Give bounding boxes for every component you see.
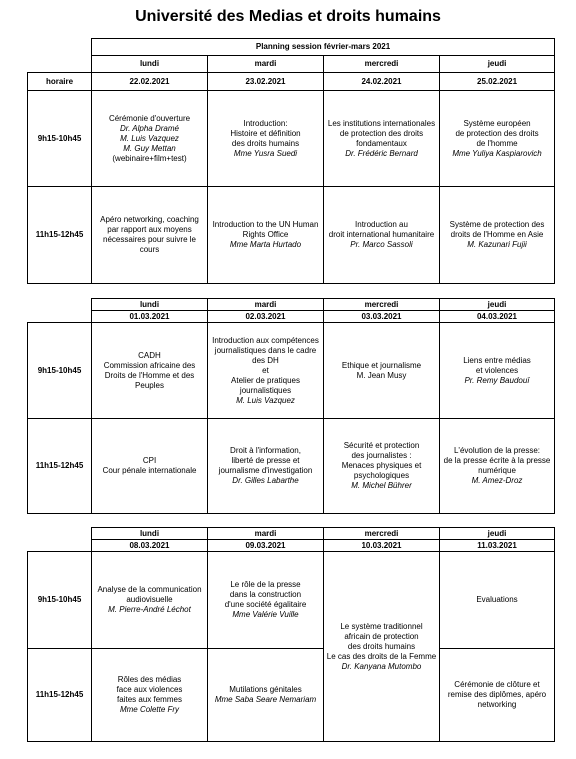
session-cell xyxy=(208,419,324,514)
time-slot: 9h15-10h45 xyxy=(28,552,92,649)
session-text: journalistiques xyxy=(239,385,292,395)
session-text: Système de protection des xyxy=(449,220,545,229)
session-text: audiovisuelle xyxy=(126,595,173,604)
date-header: 04.03.2021 xyxy=(440,311,555,323)
day-header: lundi xyxy=(92,299,208,311)
speaker-name: Pr. Marco Sassoli xyxy=(350,240,413,249)
page-title: Université des Medias et droits humains xyxy=(135,8,441,25)
time-slot: 11h15-12h45 xyxy=(28,419,92,514)
speaker-name: Pr. Remy Baudouï xyxy=(464,375,530,385)
date-header: 03.03.2021 xyxy=(324,311,440,323)
session-cell xyxy=(440,552,555,649)
speaker-name: Dr. Kanyana Mutombo xyxy=(341,661,422,671)
day-header: lundi xyxy=(92,56,208,73)
session-text: Commission africaine des xyxy=(103,360,196,370)
speaker-name: M. Amez-Droz xyxy=(471,476,523,485)
session-text: networking xyxy=(477,700,517,709)
day-header: mercredi xyxy=(324,528,440,540)
planning-subtitle: Planning session février-mars 2021 xyxy=(92,39,555,56)
session-cell xyxy=(208,323,324,419)
session-text: cours xyxy=(139,245,160,254)
session-text: de protection des droits xyxy=(455,128,539,138)
session-text: Le cas des droits de la Femme xyxy=(326,651,437,661)
session-text: et xyxy=(262,365,269,375)
session-text: CADH xyxy=(138,350,161,360)
session-text: faites aux femmes xyxy=(117,695,182,704)
time-slot: 9h15-10h45 xyxy=(28,91,92,187)
session-text: africain de protection xyxy=(344,631,419,641)
session-text: Cérémonie d'ouverture xyxy=(108,113,191,123)
session-text: des journalistes : xyxy=(351,451,412,460)
time-slot: 11h15-12h45 xyxy=(28,187,92,284)
time-slot: 11h15-12h45 xyxy=(28,649,92,742)
session-cell xyxy=(92,323,208,419)
day-header: mercredi xyxy=(324,299,440,311)
session-cell xyxy=(92,552,208,649)
date-header: 22.02.2021 xyxy=(92,73,208,91)
session-text: L'évolution de la presse: xyxy=(453,446,541,455)
session-text: Cérémonie de clôture et xyxy=(454,680,540,689)
date-header: 23.02.2021 xyxy=(208,73,324,91)
session-cell xyxy=(440,91,555,187)
speaker-name: Mme Marta Hurtado xyxy=(229,240,302,249)
session-text: des droits humains xyxy=(231,138,300,148)
session-text: d'une société égalitaire xyxy=(224,600,307,609)
session-text: fondamentaux xyxy=(356,138,407,148)
session-cell xyxy=(208,187,324,284)
session-text: Rôles des médias xyxy=(117,675,182,684)
session-text: Sécurité et protection xyxy=(343,441,420,450)
session-text: Le rôle de la presse xyxy=(230,580,301,589)
session-cell xyxy=(440,649,555,742)
corner-cell xyxy=(28,56,92,73)
horaire-header: horaire xyxy=(28,73,92,91)
session-text: Atelier de pratiques xyxy=(231,375,300,385)
date-header: 01.03.2021 xyxy=(92,311,208,323)
session-text: psychologiques xyxy=(353,471,410,480)
session-text: Introduction to the UN Human xyxy=(212,220,319,229)
day-header: jeudi xyxy=(440,299,555,311)
session-text: Rights Office xyxy=(242,230,289,239)
speaker-name: M. Michel Bührer xyxy=(351,481,412,490)
session-text: de la presse écrite à la presse xyxy=(443,456,551,465)
session-text: par rapport aux moyens xyxy=(107,225,192,234)
speaker-name: Dr. Frédéric Bernard xyxy=(345,148,418,158)
corner-cell xyxy=(28,39,92,56)
speaker-name: M. Luis Vazquez xyxy=(236,395,295,405)
session-text: droit international humanitaire xyxy=(328,230,435,239)
speaker-name: Mme Yuliya Kaspiarovich xyxy=(452,148,542,158)
day-header: lundi xyxy=(92,528,208,540)
session-cell xyxy=(92,419,208,514)
session-cell xyxy=(208,552,324,649)
session-cell xyxy=(440,187,555,284)
date-header: 10.03.2021 xyxy=(324,540,440,552)
day-header: mardi xyxy=(208,528,324,540)
session-cell xyxy=(208,91,324,187)
session-text: remise des diplômes, apéro xyxy=(447,690,547,699)
session-text: de l'homme xyxy=(476,138,518,148)
speaker-name: Mme Saba Seare Nemariam xyxy=(214,695,317,704)
speaker-name: Dr. Alpha Dramé xyxy=(120,123,179,133)
session-text: Analyse de la communication xyxy=(97,585,202,594)
speaker-name: Mme Valérie Vuille xyxy=(232,610,299,619)
session-text: Droit à l'information, xyxy=(230,446,301,455)
session-text: M. Jean Musy xyxy=(356,370,407,380)
session-cell xyxy=(324,323,440,419)
session-text: Système européen xyxy=(463,118,531,128)
date-header: 02.03.2021 xyxy=(208,311,324,323)
time-slot: 9h15-10h45 xyxy=(28,323,92,419)
schedule-week-2 xyxy=(27,298,555,514)
speaker-name: Dr. Gilles Labarthe xyxy=(232,476,299,485)
session-text: de protection des droits xyxy=(339,128,424,138)
date-header: 08.03.2021 xyxy=(92,540,208,552)
session-text: des droits humains xyxy=(347,641,416,651)
session-text: Evaluations xyxy=(476,595,518,604)
session-text: Cour pénale internationale xyxy=(102,466,197,475)
session-cell xyxy=(208,649,324,742)
session-text: Ethique et journalisme xyxy=(341,360,422,370)
date-header: 24.02.2021 xyxy=(324,73,440,91)
session-cell xyxy=(440,419,555,514)
corner-cell xyxy=(28,311,92,323)
session-text: liberté de presse et xyxy=(231,456,300,465)
speaker-name: Mme Yusra Suedi xyxy=(233,148,298,158)
session-cell xyxy=(92,187,208,284)
session-text: (webinaire+film+test) xyxy=(112,153,187,163)
corner-cell xyxy=(28,299,92,311)
session-text: Introduction: xyxy=(243,118,288,128)
day-header: mardi xyxy=(208,299,324,311)
day-header: jeudi xyxy=(440,528,555,540)
session-text: et violences xyxy=(475,365,519,375)
session-cell xyxy=(92,649,208,742)
session-text: Apéro networking, coaching xyxy=(100,215,199,224)
session-text: CPI xyxy=(142,456,157,465)
day-header: mercredi xyxy=(324,56,440,73)
date-header: 11.03.2021 xyxy=(440,540,555,552)
session-text: journalisme d'investigation xyxy=(218,466,313,475)
speaker-name: M. Guy Mettan xyxy=(123,143,176,153)
corner-cell xyxy=(28,540,92,552)
session-text: journalistiques dans le cadre xyxy=(214,345,317,355)
session-text: Mutilations génitales xyxy=(229,685,302,694)
session-cell xyxy=(324,187,440,284)
session-text: Le système traditionnel xyxy=(340,621,423,631)
session-text: Histoire et définition xyxy=(230,128,301,138)
speaker-name: M. Kazunari Fujii xyxy=(467,240,527,249)
session-text: numérique xyxy=(478,466,516,475)
day-header: jeudi xyxy=(440,56,555,73)
session-text: Introduction au xyxy=(355,220,408,229)
session-text: nécessaires pour suivre le xyxy=(103,235,196,244)
speaker-name: M. Pierre-André Léchot xyxy=(108,605,191,614)
date-header: 09.03.2021 xyxy=(208,540,324,552)
corner-cell xyxy=(28,528,92,540)
session-text: dans la construction xyxy=(229,590,302,599)
session-cell xyxy=(324,419,440,514)
session-text: Droits de l'Homme et des xyxy=(104,370,195,380)
session-cell xyxy=(324,91,440,187)
session-text: droits de l'Homme en Asie xyxy=(450,230,544,239)
day-header: mardi xyxy=(208,56,324,73)
session-text: Peuples xyxy=(135,380,164,390)
date-header: 25.02.2021 xyxy=(440,73,555,91)
session-cell xyxy=(440,323,555,419)
schedule-week-1 xyxy=(27,38,555,284)
speaker-name: Mme Colette Fry xyxy=(119,705,180,714)
session-text: Les institutions internationales xyxy=(327,118,436,128)
session-text: Introduction aux compétences xyxy=(212,335,319,345)
schedule-week-3 xyxy=(27,527,555,742)
session-cell xyxy=(324,552,440,742)
session-text: face aux violences xyxy=(116,685,183,694)
session-text: des DH xyxy=(252,355,279,365)
session-text: Menaces physiques et xyxy=(341,461,422,470)
session-text: Liens entre médias xyxy=(463,355,531,365)
session-cell xyxy=(92,91,208,187)
speaker-name: M. Luis Vazquez xyxy=(120,133,179,143)
